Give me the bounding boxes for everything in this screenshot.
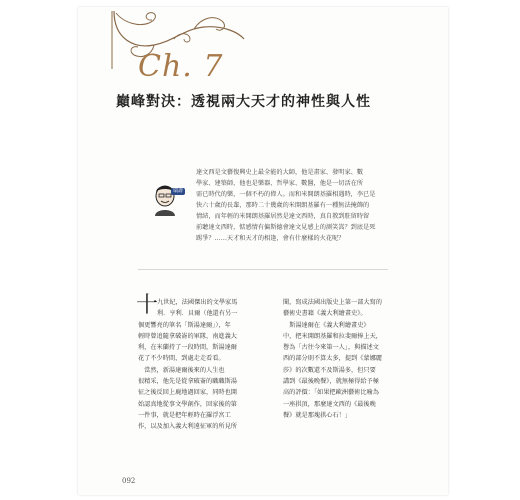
body-line: 征之後反回上鹿地過回家，同時也開 [138, 389, 237, 397]
body-line: 藝術史書籍《義大利繪畫史》。 [283, 310, 367, 318]
intro-line: 踢爭？……天才和天才的相逢，會有什麼樣的火花呢？ [196, 235, 345, 242]
intro-line: 達文西是文藝復興史上最全能的大師，他是畫家、發明家、數 [196, 169, 364, 176]
body-line: 中，把米開朗基羅和拉斐爾捧上天， [283, 332, 382, 340]
chapter-intro [196, 167, 396, 244]
body-line: 聞，寫成法國出版史上第一部大寫的 [283, 299, 382, 306]
avatar-name-badge: 瑞壽 [173, 188, 184, 194]
section-divider [138, 269, 388, 270]
intro-line: 前聽達文西時，惦感情有偏斯德會達文見感上的測笑嵩？到底是死 [196, 224, 376, 231]
intro-line: 情結，而年輕的米開朗基羅居然是達文西時，真自教到駐留時留 [196, 213, 370, 220]
chapter-title: 巔峰對決：透視兩大天才的神性與人性 [116, 94, 371, 110]
book-page [78, 7, 448, 495]
body-line: 利，在米蘭持了一段時間，斯湯達爾 [138, 344, 237, 352]
body-line: 花了不少時間，到處走走看看。 [138, 355, 225, 363]
body-line: 始認真地從事文學創作，回家後的第 [138, 400, 237, 408]
body-line: 一件事，就是把年輕時在羅浮宮工 [138, 411, 231, 419]
body-column-right [283, 297, 413, 421]
body-line: 譽為「古往今來第一人」，與描述文 [283, 344, 379, 352]
body-line: 餐》就是那塊拱心石！」 [283, 411, 352, 419]
body-line: 西的部分則不算太多，提到《蒙娜麗 [283, 355, 382, 363]
drop-cap: 十 [136, 293, 159, 318]
author-cartoon-avatar-icon [151, 182, 191, 216]
body-column-left [136, 293, 263, 433]
page-number: 092 [122, 477, 136, 485]
body-line: 講到《最後晚餐》，就無極得給予極 [283, 378, 379, 386]
intro-line: 學家、建築師，他也是樂器、哲學家、數醫，他是一切活在所 [196, 180, 364, 187]
body-line: 作，以及加入義大利遠征軍的所見所 [138, 423, 237, 431]
body-line: 一座拱頂，那麼達文西的《最後晚 [283, 400, 376, 408]
intro-line: 快六十歲的長輩，那時二十幾歲的米開朗基羅有一種無法掩飾的 [196, 202, 370, 209]
body-line: 輕時曾追隨拿破崙的軍隊，南進義大 [138, 332, 237, 340]
body-line: 利．亨利．貝爾（他還有另一 [157, 310, 238, 318]
body-line: 很精采，他先是從拿破崙的職職斯湯 [138, 378, 237, 386]
chapter-number: Ch. 7 [138, 49, 224, 84]
body-line: 斯湯達爾在《義大利繪畫史》 [283, 321, 370, 329]
intro-line: 需已時代的樂，一個不朽的偉人。而和米開朗基羅相遇時，李已是 [196, 191, 376, 198]
body-line: 高的評價：「如果把歐洲藝術比喻為 [283, 389, 379, 397]
body-line: 個更響亮的筆名「斯湯達爾」），年 [138, 321, 231, 329]
body-line: 九世紀，法國傑出的文學家馬 [157, 299, 238, 306]
body-line: 莎》的次數還不及斯湯多，但只要 [283, 366, 376, 374]
body-line: 當然，新湯達爾後來的人生也 [138, 366, 225, 374]
